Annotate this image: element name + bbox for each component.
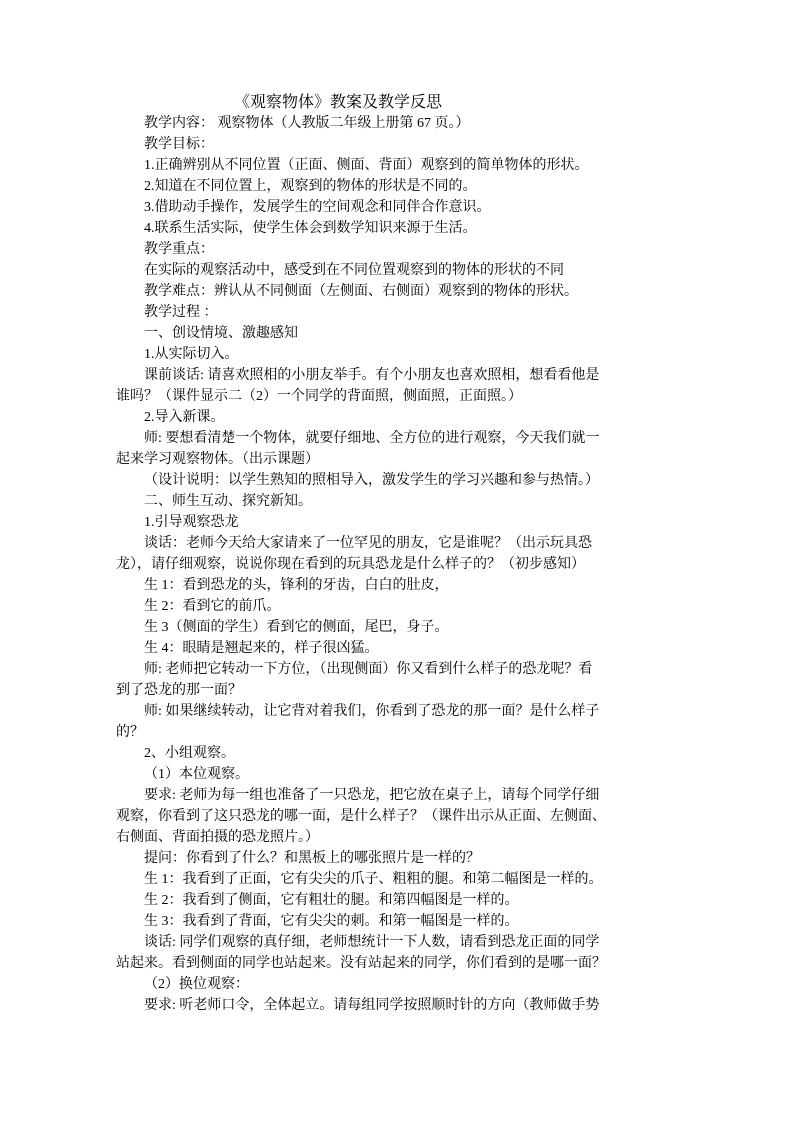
text-line: 谈话：老师今天给大家请来了一位罕见的朋友，它是谁呢？（出示玩具恐 (144, 536, 592, 551)
text-line: 2、小组观察。 (144, 746, 235, 761)
text-line: 提问：你看到了什么？和黑板上的哪张照片是一样的？ (144, 851, 480, 866)
text-line: 师: 老师把它转动一下方位，（出现侧面）你又看到什么样子的恐龙呢？看 (144, 662, 593, 677)
text-line: 生 1：我看到了正面，它有尖尖的爪子、粗粗的腿。和第二幅图是一样的。 (144, 872, 603, 887)
document-body (116, 113, 684, 1016)
text-line: 2.知道在不同位置上，观察到的物体的形状是不同的。 (144, 179, 477, 194)
text-line: 3.借助动手操作，发展学生的空间观念和同伴合作意识。 (144, 200, 491, 215)
text-line: 谁吗？（课件显示二（2）一个同学的背面照，侧面照，正面照。） (116, 389, 522, 404)
text-line: 2.导入新课。 (144, 410, 225, 425)
text-line: 生 1：看到恐龙的头，锋利的牙齿，白白的肚皮， (144, 578, 449, 593)
text-line: 生 2：我看到了侧面，它有粗壮的腿。和第四幅图是一样的。 (144, 893, 519, 908)
text-line: 到了恐龙的那一面？ (116, 683, 242, 698)
text-line: 起来学习观察物体。（出示课题） (116, 452, 319, 467)
text-line: 二、师生互动、探究新知。 (144, 494, 312, 509)
text-line: 一、创设情境、激趣感知 (144, 326, 298, 341)
text-line: 1.引导观察恐龙 (144, 515, 239, 530)
text-line: 教学内容： 观察物体（人教版二年级上册第 67 页。） (144, 116, 470, 131)
text-line: 生 2：看到它的前爪。 (144, 599, 281, 614)
document-title: 《观察物体》教案及教学反思 (234, 94, 443, 111)
document-content (116, 92, 684, 1016)
text-line: 课前谈话: 请喜欢照相的小朋友举手。有个小朋友也喜欢照相，想看看他是 (144, 368, 600, 383)
text-line: 谈话: 同学们观察的真仔细，老师想统计一下人数，请看到恐龙正面的同学 (144, 935, 600, 950)
text-line: 4.联系生活实际，使学生体会到数学知识来源于生活。 (144, 221, 477, 236)
text-line: （设计说明：以学生熟知的照相导入，激发学生的学习兴趣和参与热情。） (144, 473, 599, 488)
text-line: 师: 如果继续转动，让它背对着我们，你看到了恐龙的那一面？是什么样子 (144, 704, 600, 719)
text-line: 要求: 听老师口令，全体起立。请每组同学按照顺时针的方向（教师做手势 (144, 998, 600, 1013)
text-line: 生 3（侧面的学生）看到它的侧面，尾巴，身子。 (144, 620, 449, 635)
text-line: 的？ (116, 725, 144, 740)
text-line: 站起来。看到侧面的同学也站起来。没有站起来的同学，你们看到的是哪一面？ (116, 956, 606, 971)
text-line: 教学目标： (144, 137, 214, 152)
text-line: 生 3：我看到了背面，它有尖尖的刺。和第一幅图是一样的。 (144, 914, 519, 929)
text-line: 观察，你看到了这只恐龙的哪一面，是什么样子？（课件出示从正面、左侧面、 (116, 809, 606, 824)
text-line: 1.从实际切入。 (144, 347, 239, 362)
text-line: 教学过程 ： (144, 305, 218, 320)
text-line: 在实际的观察活动中，感受到在不同位置观察到的物体的形状的不同 (144, 263, 564, 278)
text-line: 龙），请仔细观察，说说你现在看到的玩具恐龙是什么样子的？（初步感知） (116, 557, 585, 572)
text-line: 教学难点：辨认从不同侧面（左侧面、右侧面）观察到的物体的形状。 (144, 284, 578, 299)
text-line: 教学重点： (144, 242, 214, 257)
text-line: （2）换位观察： (144, 977, 249, 992)
text-line: 师: 要想看清楚一个物体，就要仔细地、全方位的进行观察，今天我们就一 (144, 431, 600, 446)
text-line: 右侧面、背面拍摄的恐龙照片。） (116, 830, 319, 845)
text-line: （1）本位观察。 (144, 767, 249, 782)
text-line: 生 4：眼睛是翘起来的，样子很凶猛。 (144, 641, 379, 656)
text-line: 要求: 老师为每一组也准备了一只恐龙，把它放在桌子上，请每个同学仔细 (144, 788, 600, 803)
text-line: 1.正确辨别从不同位置（正面、侧面、背面）观察到的简单物体的形状。 (144, 158, 589, 173)
